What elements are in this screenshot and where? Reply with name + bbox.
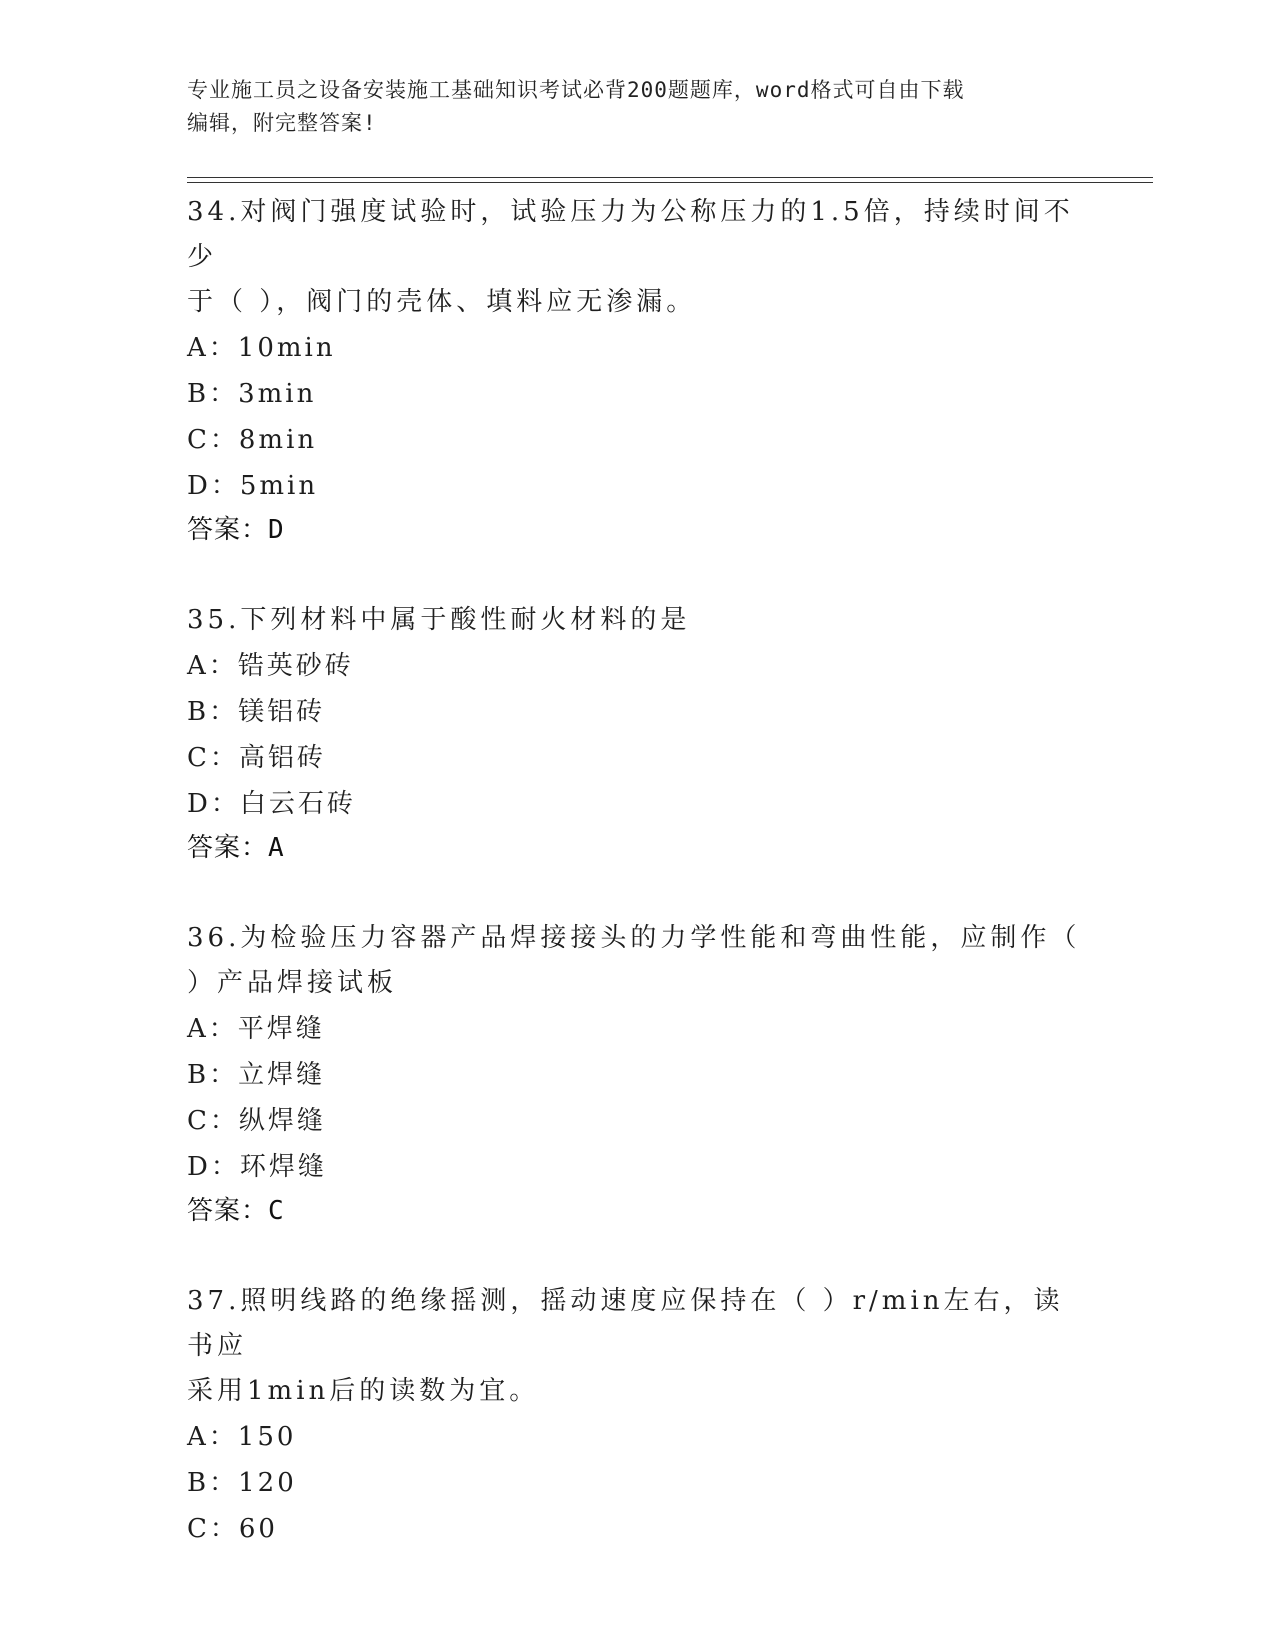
option-b: B：镁铝砖 bbox=[187, 697, 326, 727]
question-text-line-2: ）产品焊接试板 bbox=[187, 968, 398, 998]
question-text-line-1: 34.对阀门强度试验时，试验压力为公称压力的1.5倍，持续时间不少 bbox=[187, 197, 1074, 272]
question-text-line-1: 36.为检验压力容器产品焊接接头的力学性能和弯曲性能，应制作（ bbox=[187, 923, 1081, 953]
header-rule-bottom bbox=[187, 182, 1153, 183]
option-a: A：锆英砂砖 bbox=[187, 651, 354, 681]
option-a: A：平焊缝 bbox=[187, 1014, 325, 1044]
option-d: D：白云石砖 bbox=[187, 789, 356, 819]
question-list bbox=[187, 190, 1087, 1552]
option-d: D：5min bbox=[187, 471, 319, 501]
question-text-line-2: 于（ ），阀门的壳体、填料应无渗漏。 bbox=[187, 287, 697, 317]
question-text-line-1: 35.下列材料中属于酸性耐火材料的是 bbox=[187, 605, 691, 635]
answer-label: 答案：C bbox=[187, 1196, 285, 1226]
option-c: C：高铝砖 bbox=[187, 743, 326, 773]
header-rule-top bbox=[187, 177, 1153, 178]
header-line-2: 编辑，附完整答案! bbox=[187, 111, 377, 135]
header-line-1: 专业施工员之设备安装施工基础知识考试必背200题题库，word格式可自由下载 bbox=[187, 78, 965, 102]
option-b: B：立焊缝 bbox=[187, 1060, 326, 1090]
question-text-line-1: 37.照明线路的绝缘摇测，摇动速度应保持在（ ）r/min左右，读书应 bbox=[187, 1286, 1064, 1361]
option-c: C：60 bbox=[187, 1514, 278, 1544]
answer-label: 答案：D bbox=[187, 515, 285, 545]
option-a: A：10min bbox=[187, 333, 336, 363]
question-35 bbox=[187, 598, 1087, 869]
question-37 bbox=[187, 1279, 1087, 1552]
option-b: B：3min bbox=[187, 379, 317, 409]
question-36 bbox=[187, 916, 1087, 1232]
answer-label: 答案：A bbox=[187, 833, 285, 863]
question-text-line-2: 采用1min后的读数为宜。 bbox=[187, 1376, 540, 1406]
option-b: B：120 bbox=[187, 1468, 297, 1498]
option-c: C：8min bbox=[187, 425, 318, 455]
document-header bbox=[187, 74, 1087, 140]
option-d: D：环焊缝 bbox=[187, 1152, 327, 1182]
option-a: A：150 bbox=[187, 1422, 297, 1452]
question-34 bbox=[187, 190, 1087, 551]
option-c: C：纵焊缝 bbox=[187, 1106, 326, 1136]
